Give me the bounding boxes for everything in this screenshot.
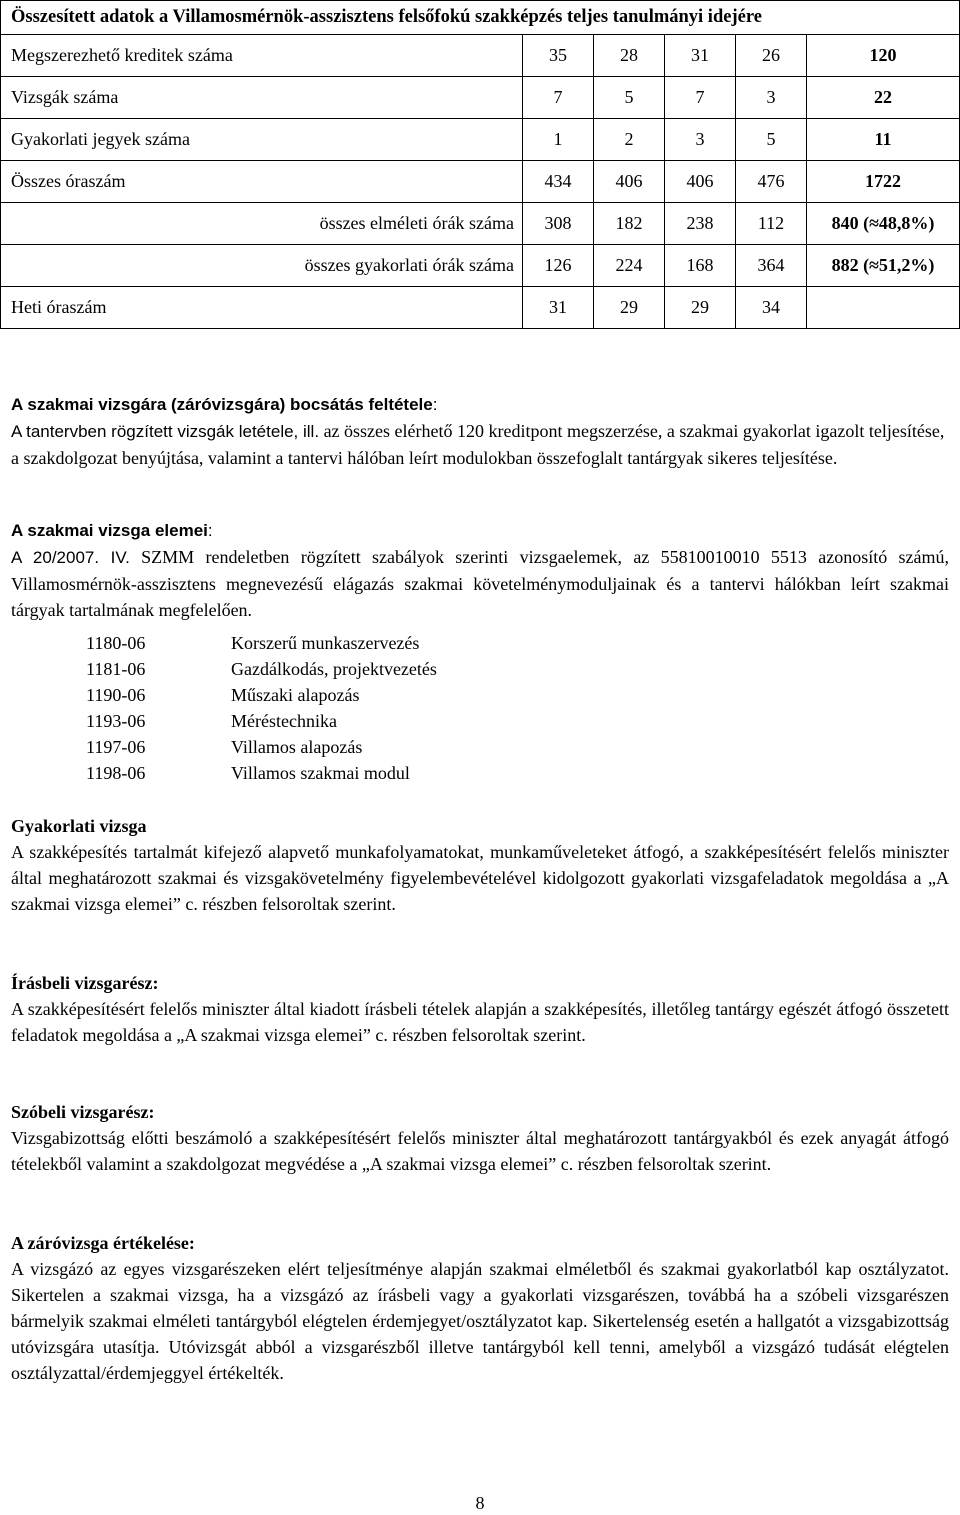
evaluation-heading: A záróvizsga értékelése: — [11, 1233, 195, 1253]
cell-value: 476 — [736, 161, 807, 203]
written-heading: Írásbeli vizsgarész: — [11, 973, 159, 993]
cell-value: 182 — [594, 203, 665, 245]
cell-value: 3 — [736, 77, 807, 119]
cell-value: 168 — [665, 245, 736, 287]
cell-value: 406 — [665, 161, 736, 203]
admission-heading-colon: : — [432, 395, 438, 414]
row-label: Vizsgák száma — [1, 77, 523, 119]
table-row — [1, 161, 960, 203]
cell-value: 31 — [665, 35, 736, 77]
cell-value: 35 — [523, 35, 594, 77]
cell-total: 840 (≈48,8%) — [807, 203, 960, 245]
module-name: Villamos szakmai modul — [231, 763, 410, 783]
practical-text: A szakképesítés tartalmát kifejező alapvető munkafolyamatokat, munkaműveleteket átfogó, a szakképesítésért felelős miniszter által meghatározott szakmai és vizsgakövetelmény figyelembevételével kidolgozott gyakorlati vizsgafeladatok megoldása a „A szakmai vizsga elemei” c. részben felsoroltak szerint. — [11, 842, 949, 914]
oral-heading: Szóbeli vizsgarész: — [11, 1102, 155, 1122]
admission-text-lead: A tantervben rögzített vizsgák letétele, ill. — [11, 422, 320, 441]
admission-section — [11, 391, 949, 471]
module-code: 1193-06 — [86, 711, 146, 731]
cell-value: 126 — [523, 245, 594, 287]
cell-value: 7 — [665, 77, 736, 119]
written-section — [11, 970, 949, 1048]
module-name: Villamos alapozás — [231, 737, 363, 757]
table-row — [1, 287, 960, 329]
exam-elements-text: SZMM rendeletben rögzített szabályok szerinti vizsgaelemek, az 55810010010 5513 azonosító számú, Villamosmérnök-asszisztens megnevezésű elágazás szakmai követelménymoduljainak és a tantervi hálókban leírt szakmai tárgyak tartalmának megfelelően. — [11, 547, 949, 620]
oral-text: Vizsgabizottság előtti beszámoló a szakképesítésért felelős miniszter által meghatározott tantárgyakból és ezek anyagát átfogó tételekből valamint a szakdolgozat megvédése a „A szakmai vizsga elemei” c. részben felsoroltak szerint. — [11, 1128, 949, 1174]
module-name: Gazdálkodás, projektvezetés — [231, 659, 437, 679]
cell-value: 112 — [736, 203, 807, 245]
cell-value: 28 — [594, 35, 665, 77]
table-title: Összesített adatok a Villamosmérnök-asszisztens felsőfokú szakképzés teljes tanulmányi idejére — [1, 1, 960, 35]
module-name: Műszaki alapozás — [231, 685, 360, 705]
cell-total: 120 — [807, 35, 960, 77]
cell-value: 34 — [736, 287, 807, 329]
cell-value: 1 — [523, 119, 594, 161]
list-item — [86, 760, 437, 786]
module-code: 1180-06 — [86, 633, 146, 653]
table-row — [1, 119, 960, 161]
module-code: 1190-06 — [86, 685, 146, 705]
cell-value: 3 — [665, 119, 736, 161]
cell-value: 26 — [736, 35, 807, 77]
table-row — [1, 203, 960, 245]
practical-heading: Gyakorlati vizsga — [11, 816, 147, 836]
row-label: Megszerezhető kreditek száma — [1, 35, 523, 77]
practical-section — [11, 813, 949, 917]
row-label: Gyakorlati jegyek száma — [1, 119, 523, 161]
list-item — [86, 630, 437, 656]
row-label: Összes óraszám — [1, 161, 523, 203]
module-code: 1197-06 — [86, 737, 146, 757]
module-name: Méréstechnika — [231, 711, 337, 731]
module-code: 1198-06 — [86, 763, 146, 783]
cell-value: 308 — [523, 203, 594, 245]
cell-value: 238 — [665, 203, 736, 245]
cell-value: 7 — [523, 77, 594, 119]
row-label: Heti óraszám — [1, 287, 523, 329]
cell-value: 224 — [594, 245, 665, 287]
list-item — [86, 734, 437, 760]
row-label: összes elméleti órák száma — [1, 203, 523, 245]
evaluation-text: A vizsgázó az egyes vizsgarészeken elért teljesítménye alapján szakmai elméletből és szakmai gyakorlatból kap osztályzatot. Sikertelen a szakmai vizsga, ha a vizsgázó az írásbeli vagy a gyakorlati vizsgarészen, továbbá ha a szóbeli vizsgarészen bármelyik szakmai elméleti tantárgyból elégtelen érdemjegyet/osztályzatot kap. Sikertelenség esetén a hallgatót a vizsgabizottság utóvizsgára utasítja. Utóvizsgát abból a vizsgarészből illetve tantárgyból kell tenni, amelyből a vizsgázó tudását elégtelen osztályzattal/érdemjeggyel értékelték. — [11, 1259, 949, 1383]
list-item — [86, 682, 437, 708]
exam-elements-heading-colon: : — [207, 521, 213, 540]
cell-total: 22 — [807, 77, 960, 119]
module-code: 1181-06 — [86, 659, 146, 679]
oral-section — [11, 1099, 949, 1177]
cell-total: 1722 — [807, 161, 960, 203]
exam-elements-section — [11, 517, 949, 623]
module-list — [86, 630, 437, 786]
cell-total: 882 (≈51,2%) — [807, 245, 960, 287]
cell-value: 2 — [594, 119, 665, 161]
admission-text: az összes elérhető 120 kreditpont megszerzése, a szakmai gyakorlat igazolt teljesítése, a szakdolgozat benyújtása, valamint a tantervi hálóban leírt modulokban összefoglalt tantárgyak sikeres teljesítése. — [11, 421, 945, 468]
table-row — [1, 77, 960, 119]
cell-value: 364 — [736, 245, 807, 287]
module-name: Korszerű munkaszervezés — [231, 633, 420, 653]
admission-heading: A szakmai vizsgára (záróvizsgára) bocsátás feltétele — [11, 395, 433, 414]
cell-value: 5 — [736, 119, 807, 161]
cell-total — [807, 287, 960, 329]
cell-value: 406 — [594, 161, 665, 203]
list-item — [86, 656, 437, 682]
cell-value: 5 — [594, 77, 665, 119]
written-text: A szakképesítésért felelős miniszter által kiadott írásbeli tételek alapján a szakképesítés, illetőleg tantárgy egészét átfogó összetett feladatok megoldása a „A szakmai vizsga elemei” c. részben felsoroltak szerint. — [11, 999, 949, 1045]
list-item — [86, 708, 437, 734]
cell-value: 29 — [594, 287, 665, 329]
cell-total: 11 — [807, 119, 960, 161]
exam-elements-heading: A szakmai vizsga elemei — [11, 521, 208, 540]
evaluation-section — [11, 1230, 949, 1386]
row-label: összes gyakorlati órák száma — [1, 245, 523, 287]
cell-value: 29 — [665, 287, 736, 329]
page-number: 8 — [475, 1493, 485, 1513]
cell-value: 31 — [523, 287, 594, 329]
table-row — [1, 245, 960, 287]
summary-table — [0, 0, 960, 329]
exam-elements-text-lead: A 20/2007. IV. — [11, 548, 130, 567]
table-row — [1, 35, 960, 77]
cell-value: 434 — [523, 161, 594, 203]
